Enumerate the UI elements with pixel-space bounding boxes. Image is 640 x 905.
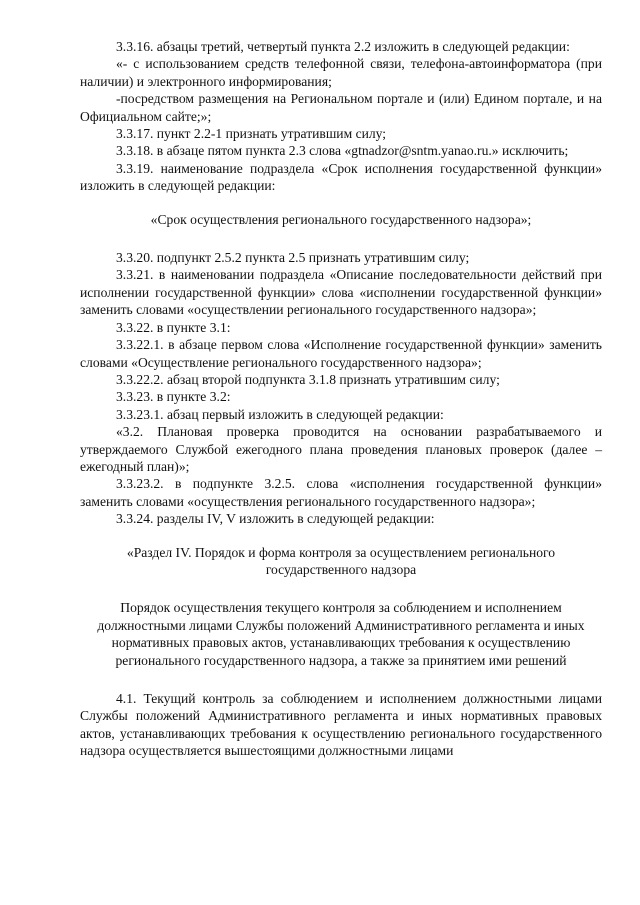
- section-heading-iv: «Раздел IV. Порядок и форма контроля за осуществлением регионального государственного надзора: [126, 544, 556, 577]
- paragraph-quote-3-2: «3.2. Плановая проверка проводится на основании разрабатываемого и утверждаемого Службой ежегодного плана проведения плановых проверок (далее – ежегодный план)»;: [80, 424, 602, 474]
- document-page: [80, 38, 602, 760]
- paragraph-3-3-16: 3.3.16. абзацы третий, четвертый пункта 2.2 изложить в следующей редакции:: [116, 39, 570, 54]
- paragraph-3-3-24: 3.3.24. разделы IV, V изложить в следующей редакции:: [116, 511, 435, 527]
- subsection-heading-control: Порядок осуществления текущего контроля за соблюдением и исполнением должностными лицами Службы положений Административного регламента и иных нормативных правовых актов, устанавливающих требования к осуществлению регионального государственного надзора, а также за принятием ими решений: [97, 600, 585, 668]
- paragraph-3-3-23-1: 3.3.23.1. абзац первый изложить в следующей редакции:: [116, 406, 444, 422]
- paragraph-quote-telephone: «- с использованием средств телефонной связи, телефона-автоинформатора (при наличии) и электронного информирования;: [80, 56, 602, 89]
- paragraph-3-3-22: 3.3.22. в пункте 3.1:: [116, 319, 231, 335]
- heading-srok: «Срок осуществления регионального государственного надзора»;: [150, 211, 532, 227]
- paragraph-3-3-23-2: 3.3.23.2. в подпункте 3.2.5. слова «исполнения государственной функции» заменить словами «осуществления регионального государственного надзора»;: [80, 476, 602, 509]
- paragraph-3-3-22-2: 3.3.22.2. абзац второй подпункта 3.1.8 признать утратившим силу;: [116, 371, 500, 387]
- paragraph-3-3-22-1: 3.3.22.1. в абзаце первом слова «Исполнение государственной функции» заменить словами «Осуществление регионального государственного надзора»;: [80, 337, 602, 370]
- paragraph-3-3-20: 3.3.20. подпункт 2.5.2 пункта 2.5 признать утратившим силу;: [116, 250, 470, 266]
- paragraph-3-3-23: 3.3.23. в пункте 3.2:: [116, 389, 231, 405]
- paragraph-3-3-19: 3.3.19. наименование подраздела «Срок исполнения государственной функции» изложить в следующей редакции:: [80, 160, 602, 194]
- paragraph-3-3-21: 3.3.21. в наименовании подраздела «Описание последовательности действий при исполнении государственной функции» слова «исполнении государственной функции» заменить словами «осуществлении регионального государственного надзора»;: [80, 267, 602, 318]
- paragraph-3-3-17: 3.3.17. пункт 2.2-1 признать утратившим силу;: [116, 126, 387, 142]
- paragraph-3-3-18: 3.3.18. в абзаце пятом пункта 2.3 слова «gtnadzor@sntm.yanao.ru.» исключить;: [116, 143, 569, 159]
- paragraph-4-1: 4.1. Текущий контроль за соблюдением и исполнением должностными лицами Службы положений Административного регламента и иных нормативных правовых актов, устанавливающих требования к осуществлению регионального государственного надзора осуществляется вышестоящими должностными лицами: [80, 691, 602, 759]
- paragraph-quote-portal: -посредством размещения на Региональном портале и (или) Едином портале, и на Официальном сайте;»;: [80, 91, 602, 124]
